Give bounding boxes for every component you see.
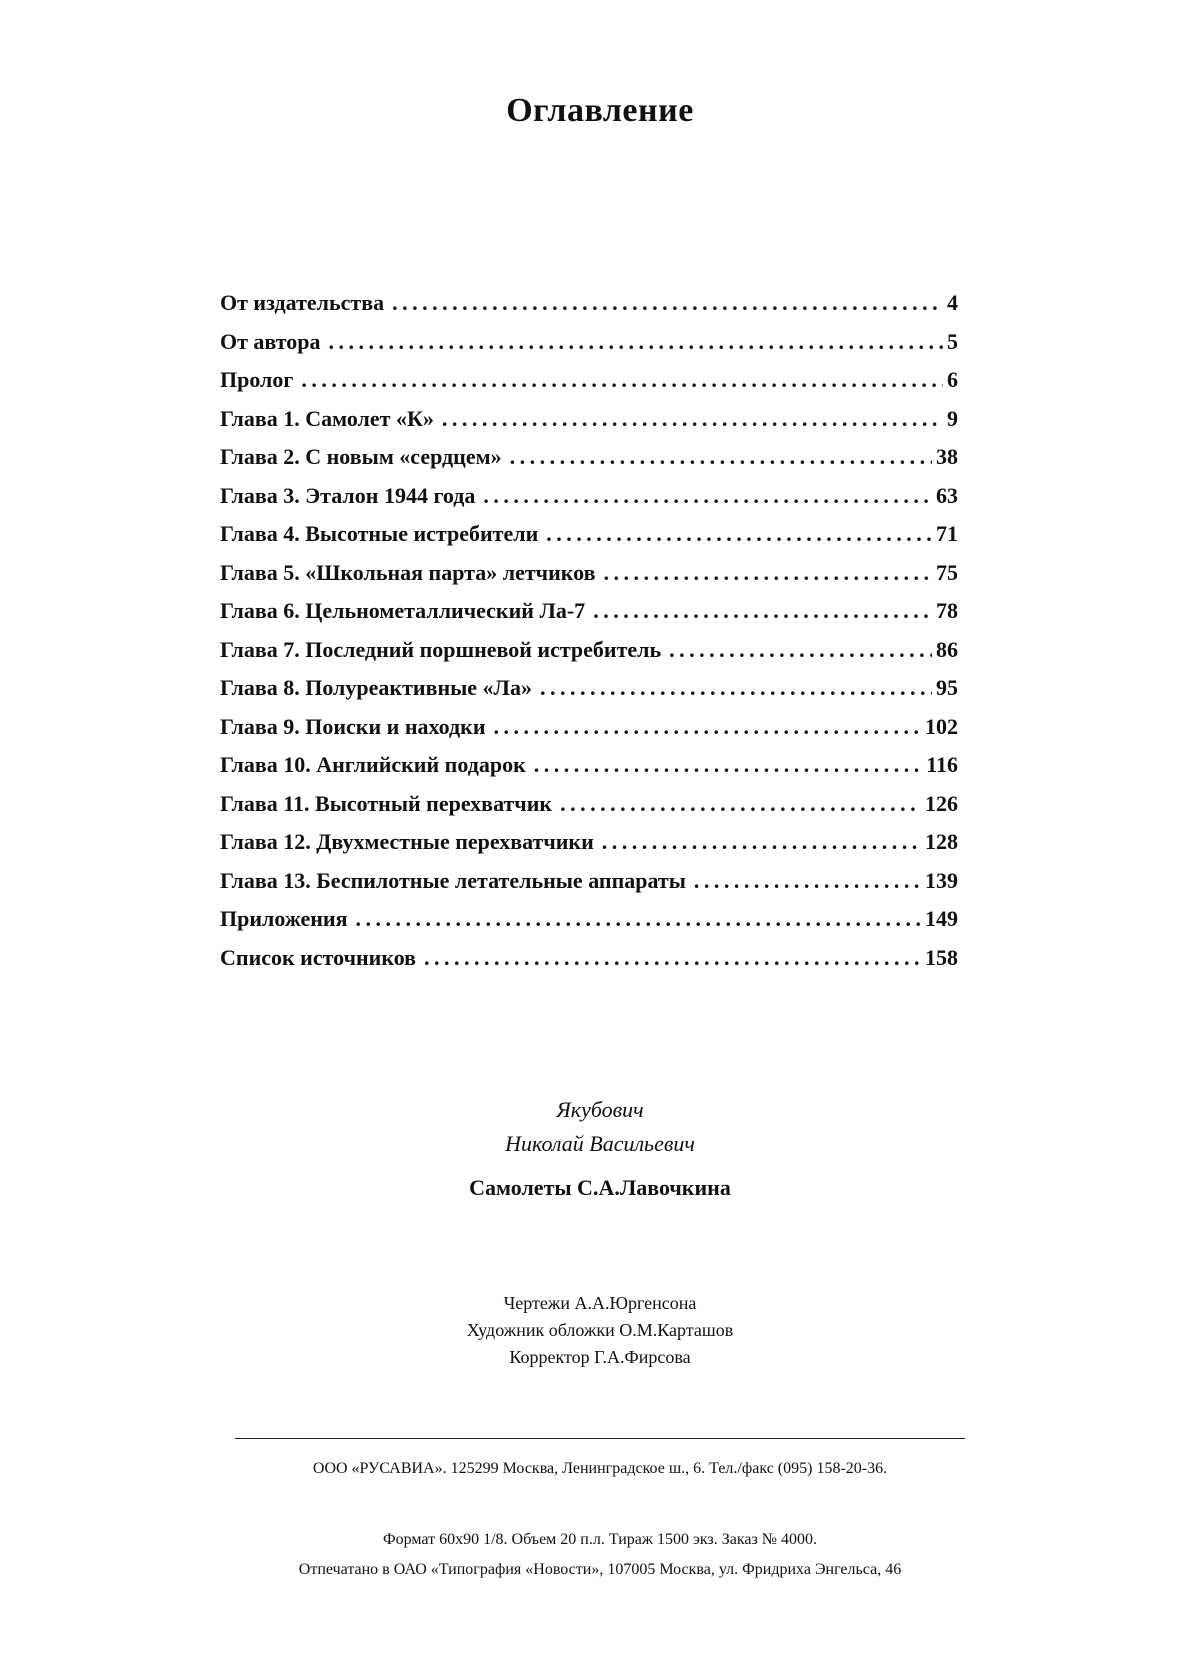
toc-dot-leader — [392, 290, 943, 316]
toc-entry — [220, 406, 958, 445]
toc-dot-leader — [442, 406, 943, 432]
toc-entry-label: Глава 1. Самолет «К» — [220, 405, 434, 431]
toc-entry-page: 158 — [925, 944, 958, 970]
toc-entry-page: 78 — [936, 598, 958, 623]
toc-dot-leader — [540, 675, 932, 701]
author-given-names: Николай Васильевич — [505, 1131, 695, 1156]
divider — [235, 1438, 965, 1439]
toc-dot-leader — [546, 521, 932, 547]
toc-dot-leader — [669, 637, 932, 663]
toc-entry — [220, 637, 958, 676]
toc-dot-leader — [424, 945, 921, 971]
toc-entry-page: 71 — [936, 521, 958, 546]
printer-line: Отпечатано в ОАО «Типография «Новости», 107005 Москва, ул. Фридриха Энгельса, 46 — [298, 1561, 902, 1578]
toc-entry-label: Глава 12. Двухместные перехватчики — [220, 829, 594, 854]
toc-entry-label: Глава 8. Полуреактивные «Ла» — [220, 675, 532, 700]
toc-dot-leader — [603, 560, 932, 586]
imprint-block — [0, 1525, 1200, 1585]
toc-dot-leader — [602, 829, 921, 855]
toc-dot-leader — [694, 868, 921, 894]
toc-entry-page: 126 — [925, 790, 958, 816]
toc-dot-leader — [534, 752, 922, 778]
toc-entry — [220, 714, 958, 753]
toc-entry-label: Глава 11. Высотный перехватчик — [220, 790, 553, 816]
toc-entry-label: Пролог — [220, 367, 294, 392]
toc-entry-label: Список источников — [220, 944, 417, 970]
toc-entry-label: От издательства — [220, 290, 385, 315]
toc-entry-page: 9 — [947, 405, 958, 431]
toc-entry — [220, 868, 958, 907]
format-line: Формат 60х90 1/8. Объем 20 п.л. Тираж 1500 экз. Заказ № 4000. — [382, 1531, 818, 1548]
toc-entry-label: Глава 7. Последний поршневой истребитель — [220, 636, 662, 662]
toc-entry — [220, 483, 958, 522]
toc-entry — [220, 444, 958, 483]
publisher-line: ООО «РУСАВИА». 125299 Москва, Ленинградское ш., 6. Тел./факс (095) 158-20-36. — [312, 1460, 888, 1477]
toc-entry-page: 38 — [936, 444, 958, 469]
book-title: Самолеты С.А.Лавочкина — [469, 1175, 731, 1200]
toc-entry-page: 102 — [925, 713, 958, 739]
toc-entry — [220, 906, 958, 945]
toc-entry-page: 149 — [925, 906, 958, 931]
toc-entry — [220, 598, 958, 637]
toc-entry — [220, 752, 958, 791]
toc-entry-label: Глава 5. «Школьная парта» летчиков — [220, 559, 596, 585]
toc-entry-label: Глава 9. Поиски и находки — [220, 713, 486, 739]
toc-dot-leader — [593, 598, 932, 624]
toc-entry-page: 75 — [936, 559, 958, 585]
toc-dot-leader — [510, 444, 932, 470]
toc-entry-label: Приложения — [220, 906, 348, 931]
toc-entry-label: От автора — [220, 328, 321, 354]
toc-entry-label: Глава 6. Цельнометаллический Ла-7 — [220, 598, 586, 623]
toc-entry-page: 5 — [947, 328, 958, 354]
toc-entry-label: Глава 10. Английский подарок — [220, 752, 526, 777]
toc-entry — [220, 945, 958, 984]
toc-entry — [220, 560, 958, 599]
page-title: Оглавление — [506, 92, 694, 129]
toc-entry-page: 128 — [925, 829, 958, 854]
toc-entry-page: 6 — [947, 367, 958, 392]
author-surname: Якубович — [556, 1097, 644, 1122]
toc-entry-page: 95 — [936, 675, 958, 700]
toc-entry — [220, 829, 958, 868]
credit-corrector: Корректор Г.А.Фирсова — [509, 1347, 691, 1367]
toc-dot-leader — [329, 329, 943, 355]
toc-entry-page: 63 — [936, 482, 958, 508]
toc-dot-leader — [483, 483, 932, 509]
toc-entry-page: 116 — [926, 752, 958, 777]
toc-dot-leader — [494, 714, 921, 740]
toc-dot-leader — [356, 906, 922, 932]
credit-drawings: Чертежи А.А.Юргенсона — [503, 1293, 697, 1313]
toc-entry-label: Глава 3. Эталон 1944 года — [220, 482, 476, 508]
toc-entry — [220, 290, 958, 329]
toc-entry-label: Глава 4. Высотные истребители — [220, 521, 539, 546]
toc-entry — [220, 521, 958, 560]
toc-entry — [220, 329, 958, 368]
toc-entry-page: 139 — [925, 867, 958, 893]
toc-entry — [220, 675, 958, 714]
toc-entry — [220, 791, 958, 830]
toc-entry — [220, 367, 958, 406]
toc-entry-page: 4 — [947, 290, 958, 315]
toc-dot-leader — [560, 791, 921, 817]
author-block — [0, 1093, 1200, 1161]
credit-cover: Художник обложки О.М.Карташов — [466, 1320, 734, 1340]
toc-entry-label: Глава 13. Беспилотные летательные аппараты — [220, 867, 686, 893]
toc-entry-page: 86 — [936, 636, 958, 662]
table-of-contents — [220, 290, 958, 983]
toc-entry-label: Глава 2. С новым «сердцем» — [220, 444, 502, 469]
credits-block — [0, 1290, 1200, 1371]
toc-dot-leader — [301, 367, 943, 393]
